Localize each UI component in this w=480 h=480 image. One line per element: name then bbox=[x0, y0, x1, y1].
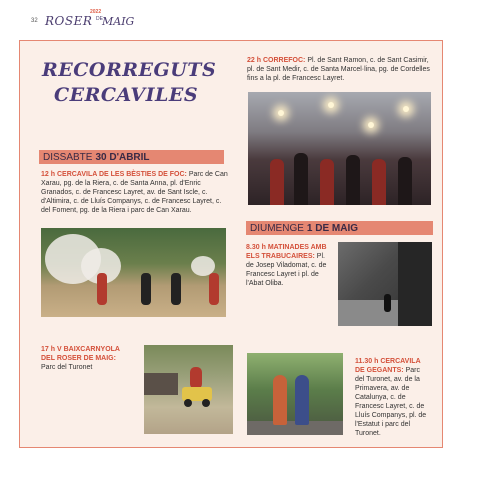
page-title bbox=[42, 58, 217, 108]
correfoc-photo bbox=[248, 92, 431, 205]
logo-maig: MAIG bbox=[102, 15, 135, 28]
cercavila-besties-name: CERCAVILA DE LES BÈSTIES DE FOC: bbox=[56, 171, 187, 178]
matinades-photo bbox=[338, 242, 432, 326]
figure bbox=[346, 155, 360, 205]
day-date: 1 DE MAIG bbox=[306, 222, 359, 234]
person bbox=[384, 294, 391, 312]
logo-roser: ROSER bbox=[45, 14, 93, 28]
page-number: 32 bbox=[31, 18, 38, 24]
festival-logo bbox=[45, 9, 135, 32]
spark bbox=[368, 122, 374, 128]
matinades-text bbox=[246, 243, 329, 288]
figure bbox=[320, 159, 334, 205]
day-header-saturday bbox=[39, 150, 224, 164]
correfoc-text bbox=[247, 56, 435, 83]
cercavila-besties-route: Parc de Can Xarau, pg. de la Riera, c. de Santa Anna, pl. d'Enric Granados, c. de Francesc Layret, av. de Sant Iscle, c. d'Altimira, c. de Lluís Companys, c. de Francesc Layret, c. del Foment, pg. de la Riera i parc de Can Xarau. bbox=[41, 171, 228, 214]
baixcarnyola-time: 17 h bbox=[41, 346, 56, 353]
dancer bbox=[141, 273, 151, 305]
matinades-time: 8.30 h bbox=[246, 244, 266, 251]
baixcarnyola-place: Parc del Turonet bbox=[41, 364, 93, 371]
dancer bbox=[171, 273, 181, 305]
rider bbox=[190, 367, 202, 389]
title-line-1: RECORREGUTS bbox=[42, 59, 217, 81]
day-header-sunday bbox=[246, 221, 433, 235]
baixcarnyola-name: V BAIXCARNYOLA DEL ROSER DE MAIG: bbox=[41, 346, 120, 362]
cercavila-besties-time: 12 h bbox=[41, 171, 56, 178]
correfoc-time: 22 h bbox=[247, 57, 262, 64]
wheel bbox=[184, 399, 192, 407]
cercavila-besties-text bbox=[41, 170, 231, 215]
correfoc-name: CORREFOC: bbox=[262, 57, 306, 64]
logo-de: DE bbox=[96, 16, 103, 22]
baixcarnyola-photo bbox=[144, 345, 233, 434]
figure bbox=[398, 157, 412, 205]
correfoc-route: Pl. de Sant Ramon, c. de Sant Casimir, pl. de Sant Medir, c. de Santa Marcel·lina, pg. de Cordelles fins a la pl. de Francesc Layret. bbox=[247, 57, 430, 82]
cercavila-gegants-route: Parc del Turonet, av. de la Primavera, av. de Catalunya, c. de Francesc Layret, c. de Lluís Companys, pl. de l'Estatut i parc del Turonet. bbox=[355, 367, 427, 437]
day-label: DISSABTE bbox=[43, 151, 93, 163]
day-date: 30 D'ABRIL bbox=[95, 151, 150, 163]
besties-photo bbox=[41, 228, 226, 317]
baixcarnyola-text bbox=[41, 345, 131, 372]
cercavila-gegants-time: 11.30 h bbox=[355, 358, 379, 365]
giant bbox=[273, 375, 287, 425]
wall bbox=[398, 242, 432, 326]
title-line-2: CERCAVILES bbox=[54, 84, 199, 106]
day-label: DIUMENGE bbox=[250, 222, 304, 234]
spark bbox=[403, 106, 409, 112]
spark bbox=[278, 110, 284, 116]
figure bbox=[372, 159, 386, 205]
matinades-name: MATINADES AMB ELS TRABUCAIRES: bbox=[246, 244, 327, 260]
crowd bbox=[144, 373, 178, 395]
spark bbox=[328, 102, 334, 108]
figure bbox=[294, 153, 308, 205]
dancer bbox=[209, 273, 219, 305]
cercavila-gegants-text bbox=[355, 357, 431, 438]
dancer bbox=[97, 273, 107, 305]
logo-year: 2022 bbox=[90, 9, 102, 15]
giant bbox=[295, 375, 309, 425]
matinades-route: Pl. de Josep Viladomat, c. de Francesc Layret i pl. de l'Abat Oliba. bbox=[246, 253, 327, 287]
wheel bbox=[202, 399, 210, 407]
cercavila-gegants-name: CERCAVILA DE GEGANTS: bbox=[355, 358, 421, 374]
figure bbox=[270, 159, 284, 205]
gegants-photo bbox=[247, 353, 343, 435]
